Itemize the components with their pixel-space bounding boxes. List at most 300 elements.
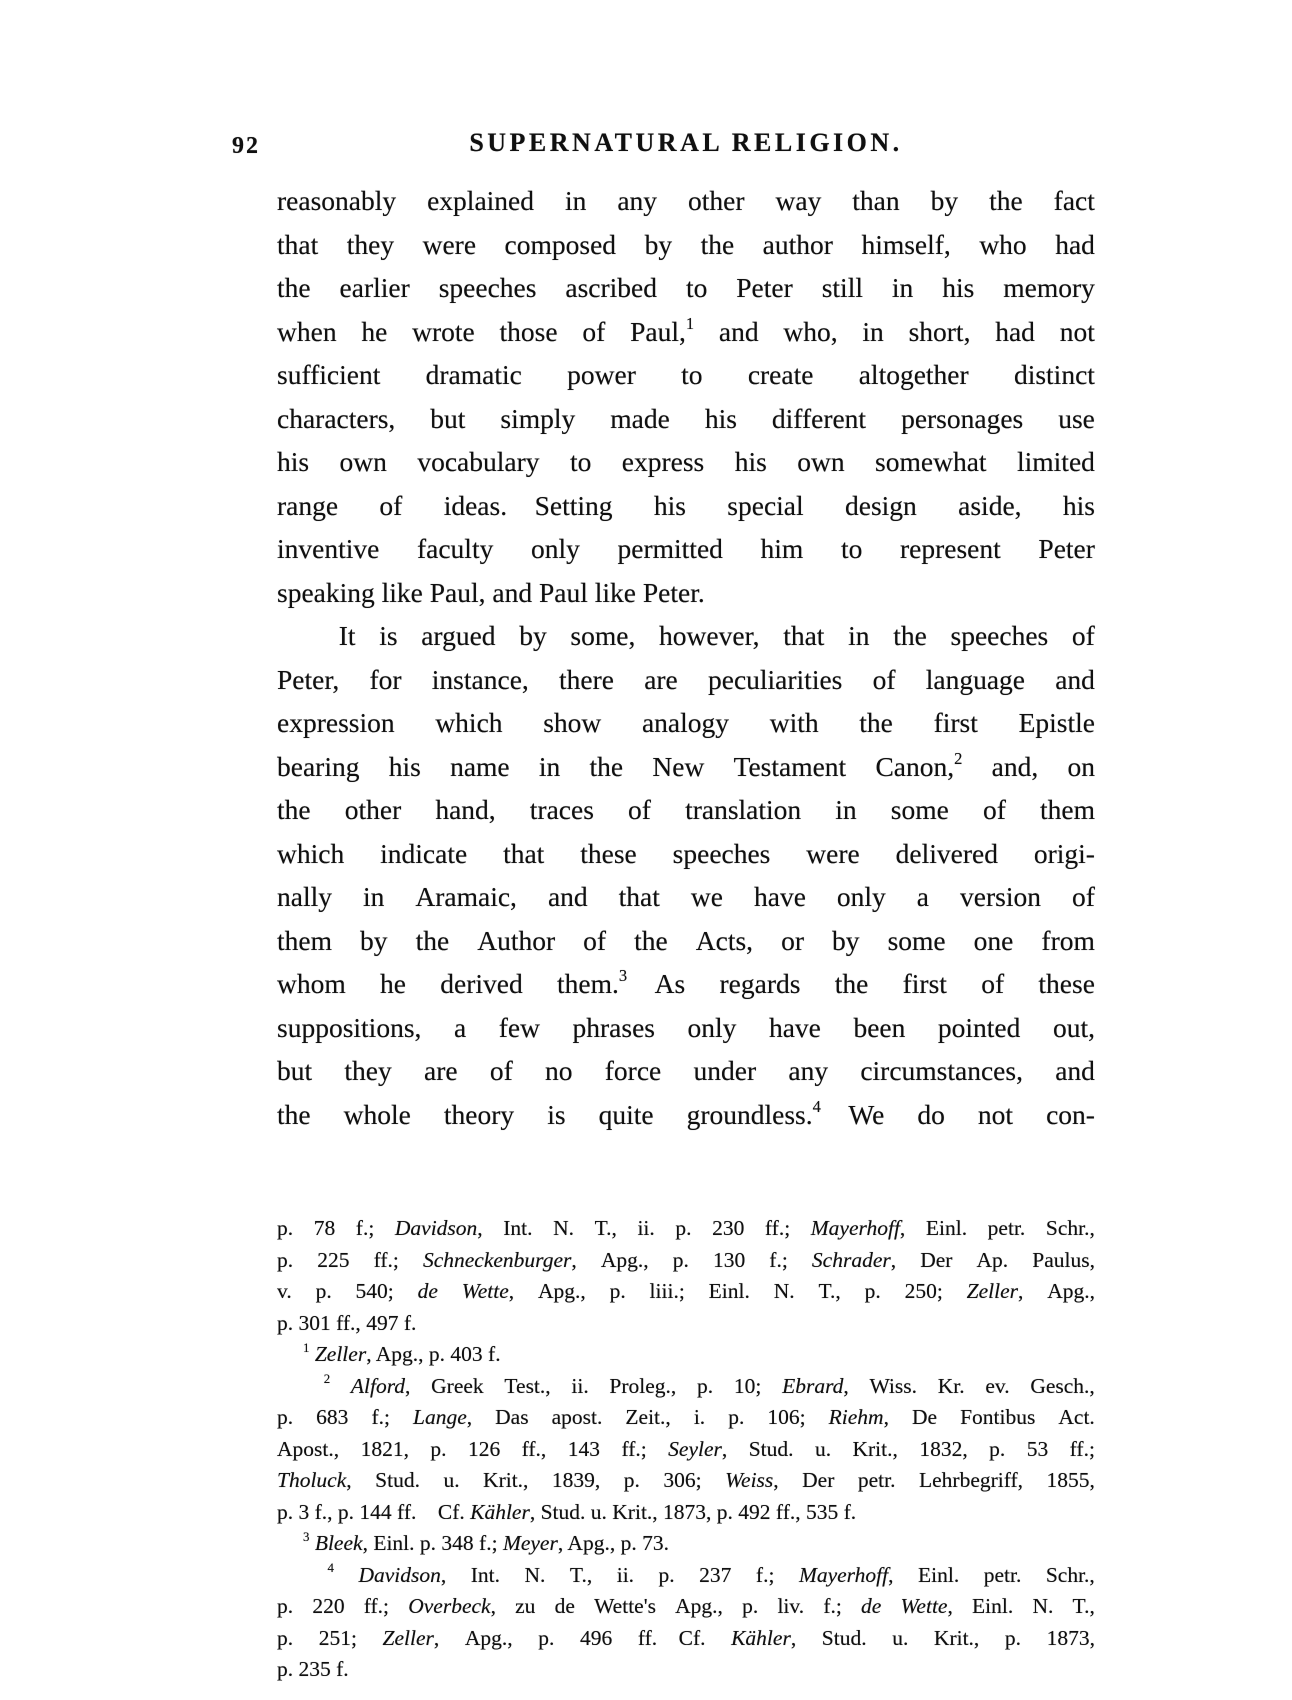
body-text-line — [277, 925, 1095, 969]
footnote-marker: 2 — [323, 1372, 331, 1387]
word: 237 — [699, 1562, 732, 1587]
word: the — [700, 228, 735, 260]
body-text-line — [277, 620, 1095, 664]
word: but — [430, 402, 466, 434]
word: Testament — [733, 750, 847, 782]
word: own — [797, 446, 845, 477]
word: Aramaic, — [415, 881, 517, 912]
word: express — [621, 446, 705, 477]
word: Davidson, — [358, 1562, 447, 1587]
word: by — [519, 620, 547, 651]
word: N. — [1032, 1594, 1054, 1618]
footnote-line — [277, 1437, 1095, 1469]
word: p. — [742, 1594, 759, 1618]
word: 301 — [298, 1310, 331, 1335]
word: made — [610, 402, 670, 434]
word: apost. — [551, 1405, 603, 1429]
word: 403 — [450, 1342, 483, 1366]
word: to — [685, 272, 708, 303]
word: indicate — [380, 837, 468, 869]
word: some — [887, 924, 946, 956]
word: 496 — [579, 1625, 613, 1650]
word: author — [762, 228, 833, 260]
word: argued — [421, 620, 496, 651]
word: Peter — [1038, 533, 1095, 564]
body-text-line — [277, 490, 1095, 534]
word: Stud. — [540, 1499, 586, 1524]
word: that — [277, 228, 319, 260]
body-text-line — [277, 707, 1095, 751]
word: we — [690, 881, 723, 912]
word: and — [492, 576, 533, 608]
footnote-line — [277, 1279, 1095, 1311]
body-text-line — [277, 229, 1095, 273]
word: range — [277, 489, 339, 521]
word: of — [981, 968, 1005, 999]
footnote-line — [277, 1500, 1095, 1532]
word: f. — [403, 1310, 417, 1335]
word: Meyer, — [502, 1531, 564, 1555]
word: somewhat — [875, 446, 987, 477]
word: than — [852, 185, 900, 216]
word: p. — [864, 1279, 881, 1303]
word: and, — [991, 750, 1039, 782]
word: 106; — [767, 1405, 806, 1429]
word: fact — [1053, 185, 1095, 216]
word: p. — [337, 1499, 355, 1524]
word: are — [424, 1055, 458, 1086]
word: Schr., — [1045, 1562, 1095, 1587]
word: Peter, — [277, 663, 340, 695]
word: to — [569, 446, 592, 477]
word: of — [583, 924, 607, 956]
word: show — [543, 707, 602, 738]
word: ff.; — [363, 1594, 390, 1618]
word: and — [1055, 1055, 1095, 1086]
body-text-line — [277, 968, 1095, 1012]
word: p. — [989, 1436, 1006, 1461]
body-text-line — [277, 664, 1095, 708]
word: and — [1055, 663, 1095, 695]
word: the — [277, 272, 311, 303]
word: his — [734, 446, 767, 477]
word: them — [1039, 794, 1095, 825]
word: T., — [569, 1562, 593, 1587]
word: own — [339, 446, 387, 477]
word: are — [644, 663, 678, 695]
body-text-line — [277, 313, 1095, 360]
word: under — [693, 1055, 757, 1086]
word: he — [380, 968, 406, 999]
word — [303, 1342, 309, 1366]
word: first — [933, 707, 978, 738]
word: ff., — [521, 1436, 547, 1461]
word: petr. — [987, 1216, 1026, 1240]
word: ff.; — [1069, 1436, 1095, 1461]
word: Davidson, — [394, 1216, 483, 1240]
word: 1855, — [1046, 1468, 1095, 1492]
word: p. — [728, 1405, 745, 1429]
word: p. — [609, 1279, 626, 1303]
word: other — [344, 794, 402, 825]
footnote-marker: 3 — [618, 966, 628, 986]
word: Author — [477, 924, 556, 956]
word: those — [499, 315, 558, 347]
word: zu — [515, 1594, 536, 1618]
word: few — [498, 1011, 540, 1043]
word: is — [379, 620, 398, 651]
word: 3 — [298, 1499, 310, 1524]
word: Weiss, — [725, 1468, 779, 1492]
word: ii. — [637, 1216, 655, 1240]
word: Krit., — [933, 1625, 980, 1650]
word: the — [415, 924, 450, 956]
word: speeches — [672, 837, 771, 869]
footnotes — [277, 1216, 1095, 1689]
word: vocabulary — [417, 446, 540, 477]
body-text-line — [277, 533, 1095, 577]
word: from — [1041, 924, 1095, 956]
word: and — [718, 315, 759, 347]
word: in — [363, 881, 385, 912]
word: create — [747, 359, 814, 390]
word: Apg., — [375, 1342, 424, 1366]
word: inventive — [277, 533, 380, 564]
word: reasonably — [277, 185, 397, 216]
word: hand, — [435, 794, 496, 825]
word: Paulus, — [1032, 1247, 1095, 1272]
word: with — [769, 707, 819, 738]
word: Paul,$^1$ — [630, 313, 695, 347]
word: nally — [277, 881, 332, 912]
word: some — [890, 794, 949, 825]
word: Zeit., — [625, 1405, 671, 1429]
word: De — [911, 1405, 938, 1429]
word: p. — [430, 1436, 447, 1461]
word: only — [687, 1011, 737, 1043]
word: only — [530, 533, 580, 564]
body-text-line — [277, 1012, 1095, 1056]
word: Bleek, — [314, 1531, 368, 1555]
body-text-line — [277, 272, 1095, 316]
word: Wette, — [900, 1594, 953, 1618]
word: i. — [693, 1405, 706, 1429]
word: represent — [900, 533, 1001, 564]
word: 1821, — [360, 1436, 409, 1461]
footnote-line — [277, 1563, 1095, 1595]
word: personages — [901, 402, 1024, 434]
word: Einl. — [925, 1216, 968, 1240]
word: who, — [783, 315, 838, 347]
word: or — [781, 924, 804, 956]
word: of — [582, 315, 606, 347]
word: Proleg., — [609, 1373, 677, 1398]
word: ascribed — [565, 272, 657, 303]
word: N. — [524, 1562, 546, 1587]
footnote-marker: 1 — [685, 313, 695, 333]
word: of — [379, 489, 403, 521]
word: bearing — [277, 750, 360, 782]
word: distinct — [1013, 359, 1095, 390]
footnote-line — [277, 1468, 1095, 1500]
word: ideas. Setting — [443, 489, 613, 521]
word: theory — [443, 1098, 515, 1130]
word: 683 — [316, 1405, 349, 1429]
body-text-line — [277, 185, 1095, 229]
word: he — [361, 315, 388, 347]
page-header — [232, 128, 1095, 168]
word: Test., — [504, 1373, 551, 1398]
word: them — [277, 924, 332, 956]
word: short, — [908, 315, 971, 347]
word: It — [338, 620, 356, 651]
word: Peter. — [642, 576, 705, 608]
word: the — [589, 750, 624, 782]
word: 10; — [733, 1373, 762, 1398]
word: p. — [277, 1310, 294, 1335]
word: to — [840, 533, 863, 564]
word: 535 — [805, 1499, 839, 1524]
word: 225 — [317, 1247, 350, 1272]
word: first — [902, 968, 947, 999]
word: u. — [443, 1468, 460, 1492]
body-text-line — [277, 403, 1095, 447]
word: had — [1055, 228, 1095, 260]
word: p. — [277, 1405, 294, 1429]
word: Overbeck, — [408, 1594, 496, 1618]
word: Stud. — [748, 1436, 794, 1461]
word: in — [891, 272, 914, 303]
word: instance, — [431, 663, 529, 695]
word: for — [369, 663, 402, 695]
word: permitted — [617, 533, 723, 564]
word: speeches — [438, 272, 537, 303]
word: in — [564, 185, 587, 216]
word: Apg., — [675, 1594, 723, 1618]
word: p. — [277, 1216, 294, 1240]
page-number: 92 — [232, 133, 260, 159]
word: of — [489, 1055, 513, 1086]
word: that — [503, 837, 545, 869]
word: sufficient — [277, 359, 381, 390]
word: v. — [277, 1279, 292, 1303]
word: altogether — [858, 359, 969, 390]
word: p. — [697, 1373, 714, 1398]
word — [303, 1531, 309, 1555]
word: in — [848, 620, 870, 651]
word: is — [547, 1098, 566, 1130]
word: de — [554, 1594, 575, 1618]
word: 540; — [355, 1279, 394, 1303]
word: Kähler, — [731, 1625, 797, 1650]
word: whole — [343, 1098, 411, 1130]
word: translation — [685, 794, 802, 825]
word: these — [580, 837, 637, 869]
footnote-line — [277, 1216, 1095, 1248]
body-text — [277, 185, 1095, 1142]
word: of — [982, 794, 1006, 825]
word: p. — [623, 1468, 640, 1492]
word: Riehm, — [828, 1405, 889, 1429]
word: 220 — [312, 1594, 345, 1618]
word: have — [753, 881, 806, 912]
word: still — [821, 272, 863, 303]
footnote-line — [277, 1531, 1095, 1563]
word: p. — [419, 1531, 437, 1555]
word: Stud. — [821, 1625, 867, 1650]
footnote-line — [277, 1311, 1095, 1343]
word: power — [567, 359, 636, 390]
word: different — [771, 402, 867, 434]
word: p. — [277, 1247, 294, 1272]
word: Epistle — [1018, 707, 1095, 738]
word: like — [594, 576, 637, 608]
word: 497 — [366, 1310, 399, 1335]
word: Fontibus — [960, 1405, 1036, 1429]
word: p. — [315, 1279, 332, 1303]
word: 230 — [712, 1216, 745, 1240]
word: were — [422, 228, 477, 260]
word: p. — [675, 1216, 692, 1240]
word: 144 — [359, 1499, 392, 1524]
word: T., — [818, 1279, 841, 1303]
word: himself, — [861, 228, 951, 260]
word: which — [435, 707, 503, 738]
word: a — [916, 881, 930, 912]
word: petr. — [857, 1468, 896, 1492]
word: f.; — [479, 1531, 498, 1555]
word: ff.; — [764, 1216, 791, 1240]
word: derived — [440, 968, 523, 999]
word: on — [1067, 750, 1095, 782]
word: 250; — [904, 1279, 943, 1303]
word: characters, — [277, 402, 396, 434]
body-text-line — [277, 838, 1095, 882]
word: there — [559, 663, 614, 695]
word: Kähler, — [470, 1499, 536, 1524]
word: u. — [892, 1625, 909, 1650]
word: Stud. — [375, 1468, 420, 1492]
word: they — [346, 228, 395, 260]
word: Wiss. — [869, 1373, 918, 1398]
body-text-line — [277, 748, 1095, 795]
word: peculiarities — [707, 663, 843, 695]
word: Greek — [431, 1373, 484, 1398]
word: analogy — [641, 707, 730, 738]
word: f.; — [823, 1594, 842, 1618]
word: p. — [277, 1657, 294, 1681]
word: Seyler, — [668, 1436, 728, 1461]
word: his — [388, 750, 421, 782]
word: however, — [659, 620, 760, 651]
word: by — [930, 185, 959, 216]
body-text-line — [277, 446, 1095, 490]
word: the — [277, 794, 311, 825]
word: 1839, — [551, 1468, 601, 1492]
word: the — [834, 968, 869, 999]
word: groundless.$^4$ We — [686, 1096, 885, 1130]
word: composed — [504, 228, 617, 260]
word: Acts, — [695, 924, 754, 956]
word: his — [704, 402, 737, 434]
word: other — [688, 185, 745, 216]
word: de — [417, 1279, 438, 1303]
word: p. — [1004, 1625, 1022, 1650]
word: aside, — [958, 489, 1022, 521]
word: way — [775, 185, 822, 216]
word — [324, 1374, 330, 1399]
word: Der — [920, 1247, 953, 1272]
word: f. — [843, 1499, 857, 1524]
word: p. — [277, 1499, 294, 1524]
word: Paul, — [429, 576, 486, 608]
word: speaking — [277, 576, 375, 608]
word: p. — [277, 1625, 294, 1650]
word: whom — [277, 968, 346, 999]
word: do — [917, 1098, 945, 1130]
word: Der — [802, 1468, 835, 1492]
word: any — [788, 1055, 829, 1086]
word: speeches — [950, 620, 1049, 651]
word: ff.; — [373, 1247, 399, 1272]
word: earlier — [339, 272, 410, 303]
word: only — [836, 881, 886, 912]
word: Apg., — [464, 1625, 513, 1650]
word: 1832, — [919, 1436, 968, 1461]
word: Paul — [539, 576, 588, 608]
body-text-line — [277, 794, 1095, 838]
word: name — [450, 750, 510, 782]
word: Zeller, — [314, 1342, 372, 1366]
word: by — [644, 228, 673, 260]
word: Ap. — [976, 1247, 1009, 1272]
word: any — [617, 185, 658, 216]
word: they — [344, 1055, 392, 1086]
word: of — [628, 794, 651, 825]
word: 1873, — [1046, 1625, 1095, 1650]
word: Mayerhoff, — [798, 1562, 894, 1587]
body-text-line — [277, 1055, 1095, 1099]
word: 78 — [313, 1216, 336, 1240]
word: p. — [672, 1247, 689, 1272]
word: no — [545, 1055, 573, 1086]
word: of — [1071, 881, 1095, 912]
word: T., — [594, 1216, 617, 1240]
word: N. — [553, 1216, 574, 1240]
word: Wette, — [461, 1279, 515, 1303]
word: Schr., — [1045, 1216, 1095, 1240]
footnote-line — [277, 1405, 1095, 1437]
word: 251; — [318, 1625, 357, 1650]
footnote-marker: 4 — [812, 1096, 821, 1116]
word: by — [832, 924, 860, 956]
word: Kr. — [937, 1373, 965, 1398]
word: petr. — [983, 1562, 1022, 1587]
word — [328, 1563, 334, 1588]
word: them.$^3$ As — [557, 966, 686, 999]
word: Apg., — [600, 1247, 649, 1272]
word: f.; — [769, 1247, 788, 1272]
word: Apg., — [567, 1531, 616, 1555]
word: Krit., — [483, 1468, 529, 1492]
word: Gesch., — [1030, 1373, 1095, 1398]
word: who — [979, 228, 1027, 260]
word: 348 — [441, 1531, 474, 1555]
word: his — [942, 272, 975, 303]
word: some, — [570, 620, 636, 651]
word: Apost., — [277, 1436, 340, 1461]
word: p. — [658, 1562, 675, 1587]
